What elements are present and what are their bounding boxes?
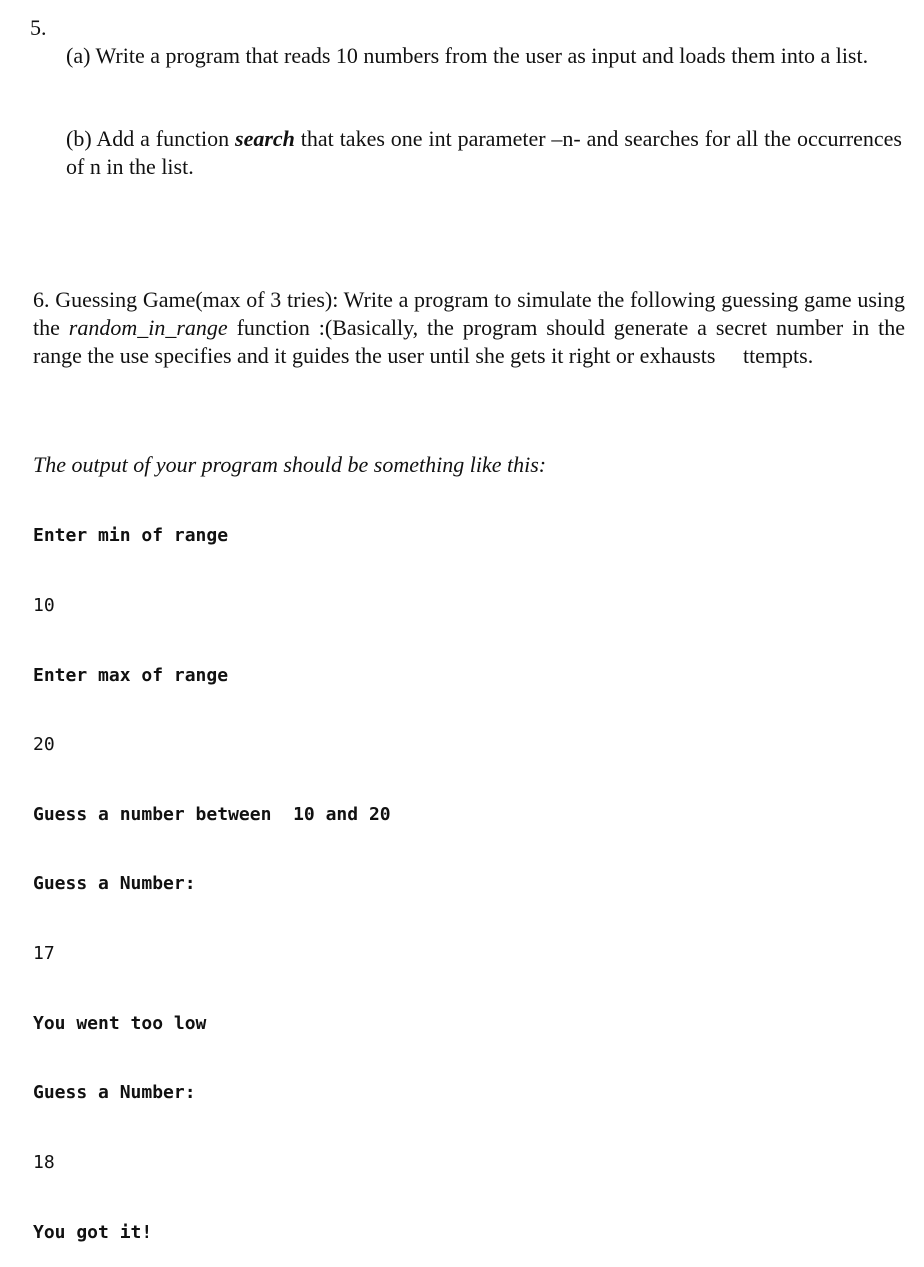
console-output (33, 478, 391, 1267)
question-5b-suffix: that takes one int parameter –n- and searches for all the occurrences of n in the list. (66, 126, 902, 179)
console-line: You went too low (33, 1012, 207, 1034)
console-line: 17 (33, 943, 55, 965)
console-line: 18 (33, 1151, 55, 1173)
search-function-name: search (235, 126, 295, 151)
console-line: 20 (33, 734, 55, 756)
question-5b-text (66, 125, 902, 181)
output-intro: The output of your program should be something like this: (33, 452, 547, 477)
console-line: Enter max of range (33, 664, 229, 686)
question-6-suffix: function :(Basically, the program should generate a secret number in the range the use specifies and it guides the user until she gets it right or exhausts ttempts. (33, 315, 905, 368)
question-5a-text: (a) Write a program that reads 10 numbers from the user as input and loads them into a list. (66, 43, 869, 68)
console-line: You got it! (33, 1221, 153, 1243)
question-6-prefix: 6. Guessing Game(max of 3 tries): Write a program to simulate the following guessing game using the (33, 287, 905, 340)
console-line: Guess a Number: (33, 1082, 196, 1104)
random-in-range-function-name: random_in_range (68, 315, 228, 340)
console-line: 10 (33, 595, 55, 617)
console-line: Enter min of range (33, 525, 229, 547)
question-5b-prefix: (b) Add a function (66, 126, 236, 151)
question-5-number: 5. (30, 15, 47, 40)
console-line: Guess a number between 10 and 20 (33, 803, 391, 825)
question-6-text (33, 286, 905, 370)
console-line: Guess a Number: (33, 873, 196, 895)
